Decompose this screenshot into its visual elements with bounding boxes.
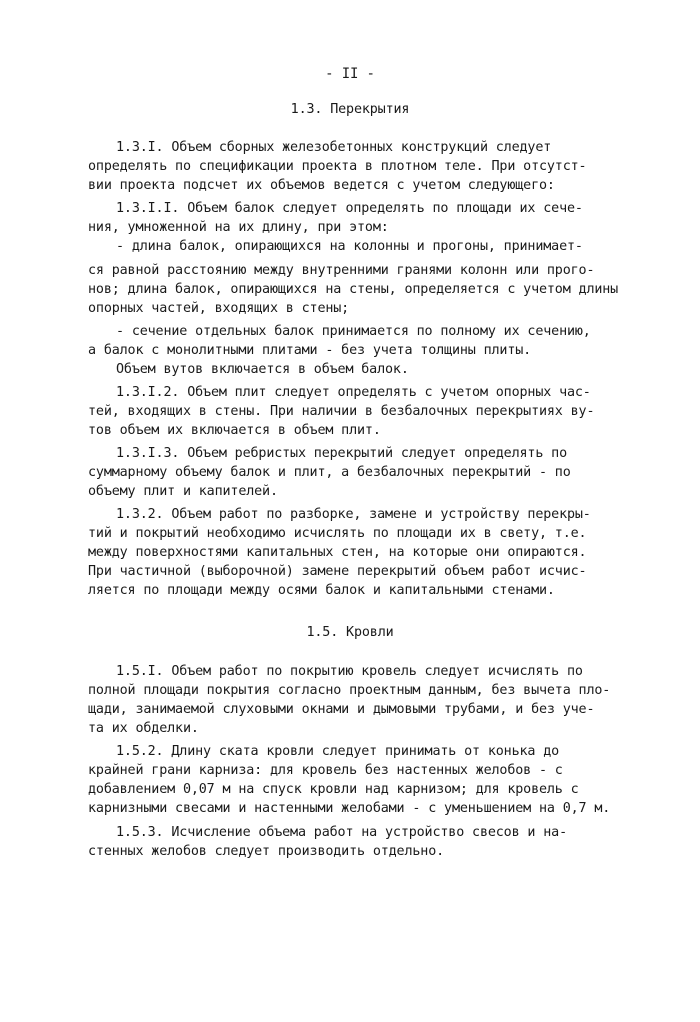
paragraph-line: опорных частей, входящих в стены; — [88, 301, 350, 316]
section-heading-roofs: 1.5. Кровли — [306, 625, 394, 640]
paragraph-line: При частичной (выборочной) замене перекрытий объем работ исчис- — [88, 564, 587, 579]
paragraph-line: 1.3.I.I. Объем балок следует определять по площади их сече- — [116, 201, 583, 216]
paragraph-line: нов; длина балок, опирающихся на стены, определяется с учетом длины — [88, 282, 619, 297]
paragraph-line: суммарному объему балок и плит, а безбалочных перекрытий - по — [88, 465, 571, 480]
paragraph-line: - сечение отдельных балок принимается по полному их сечению, — [116, 324, 591, 339]
paragraph-line: 1.3.I.2. Объем плит следует определять с учетом опорных час- — [116, 385, 591, 400]
page-number: - II - — [325, 66, 375, 82]
paragraph-line: вии проекта подсчет их объемов ведется с учетом следующего: — [88, 178, 555, 193]
paragraph-line: 1.5.2. Длину ската кровли следует принимать от конька до — [116, 744, 560, 759]
paragraph-line: ся равной расстоянию между внутренними гранями колонн или прого- — [88, 263, 595, 278]
paragraph-line: добавлением 0,07 м на спуск кровли над карнизом; для кровель с — [88, 782, 579, 797]
paragraph-line: 1.3.I. Объем сборных железобетонных конструкций следует — [116, 140, 552, 155]
paragraph-line: ния, умноженной на их длину, при этом: — [88, 220, 389, 235]
paragraph-line: тов объем их включается в объем плит. — [88, 423, 381, 438]
paragraph-line: - длина балок, опирающихся на колонны и прогоны, принимает- — [116, 239, 583, 254]
paragraph-line: определять по спецификации проекта в плотном теле. При отсутст- — [88, 159, 587, 174]
paragraph-line: между поверхностями капитальных стен, на которые они опираются. — [88, 545, 587, 560]
paragraph-line: 1.5.I. Объем работ по покрытию кровель следует исчислять по — [116, 664, 583, 679]
paragraph-line: стенных желобов следует производить отдельно. — [88, 844, 445, 859]
paragraph-line: щади, занимаемой слуховыми окнами и дымовыми трубами, и без уче- — [88, 702, 595, 717]
paragraph-line: крайней грани карниза: для кровель без настенных желобов - с — [88, 763, 563, 778]
paragraph-line: 1.5.3. Исчисление объема работ на устройство свесов и на- — [116, 825, 567, 840]
paragraph-line: а балок с монолитными плитами - без учета толщины плиты. — [88, 343, 532, 358]
section-heading-floors: 1.3. Перекрытия — [290, 102, 410, 117]
paragraph-line: объему плит и капителей. — [88, 484, 278, 499]
paragraph-line: тий и покрытий необходимо исчислять по площади их в свету, т.е. — [88, 526, 587, 541]
paragraph-line: та их обделки. — [88, 721, 199, 736]
paragraph-line: полной площади покрытия согласно проектным данным, без вычета пло- — [88, 683, 611, 698]
paragraph-line: тей, входящих в стены. При наличии в безбалочных перекрытиях ву- — [88, 404, 595, 419]
paragraph-line: 1.3.I.3. Объем ребристых перекрытий следует определять по — [116, 446, 567, 461]
paragraph-line: карнизными свесами и настенными желобами - с уменьшением на 0,7 м. — [88, 801, 611, 816]
paragraph-line: Объем вутов включается в объем балок. — [116, 362, 409, 377]
paragraph-line: 1.3.2. Объем работ по разборке, замене и устройству перекры- — [116, 507, 591, 522]
paragraph-line: ляется по площади между осями балок и капитальными стенами. — [88, 583, 555, 598]
